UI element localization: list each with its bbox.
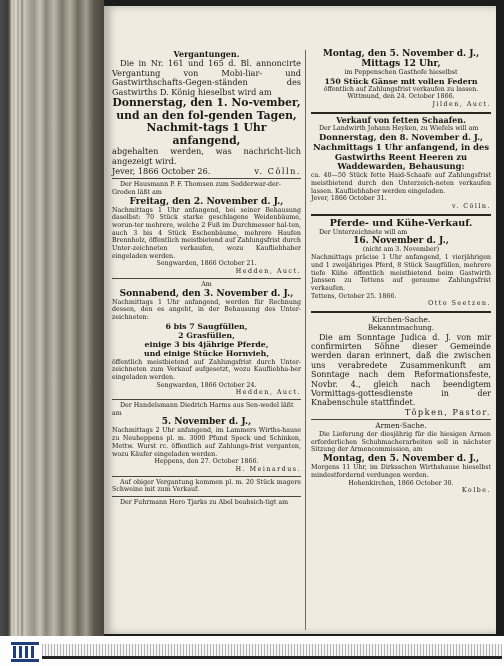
column-divider [305, 50, 306, 630]
armen-sache-place: Hohenkirchen, 1866 October 30. [348, 479, 454, 487]
notice-geese-goods: 150 Stück Gänse mit vollen Federn [324, 76, 478, 86]
separator [311, 214, 491, 216]
armen-sache-intro: Die Lieferung der diesjährig für die hiesigen Armen erforderlichen Schuhmacherarbeiten soll in nächster Sitzung der Armencommission, am [311, 431, 491, 454]
notice-koenig-place: Jever, 1866 October 26. [112, 165, 211, 176]
notice-pigs-text: Auf obiger Vergantung kommen pl. m. 20 Stück magere Schweine mit zum Verkauf. [112, 478, 301, 494]
notice-horses-body: Nachmittags präcise 1 Uhr anfangend, 1 vierjährigen und 1 zweijähriges Pferd, 8 Stück Saugfüllen, mehrere tiefe Kühe öffentlich meistbietend beim Gastwirth Janssen zu Tettens auf geraume Zahlungsfrist verkaufen. [311, 254, 491, 292]
separator [311, 112, 491, 114]
notice-horses-sub: (nicht am 3. November) [362, 246, 440, 254]
armen-sache-body: Morgens 11 Uhr, im Dirksschen Wirthshause hieselbst mindestfordernd verdungen werden. [311, 464, 491, 479]
armen-sache-signature: Kolbe. [461, 487, 491, 495]
separator [311, 311, 491, 313]
notice-harms-signature: H. Meinardus. [235, 465, 301, 473]
notice-horses-date: 16. November d. J., [353, 236, 449, 247]
scan-bar [42, 656, 502, 659]
vergantungen-heading: Vergantungen. [173, 49, 240, 59]
book-binding-edge [0, 0, 104, 636]
bekanntmachung-body: Die am Sonntage Judica d. J. von mir confirmirten Söhne dieser Gemeinde werden daran erinnert, daß die zwischen uns verabredete Zusammenkunft am Sonntage nach dem Reformationsfeste, Novbr. 4., gleich nach beendigtem Vormittags-gottesdienste in der Knabenschule stattfindet. [311, 332, 491, 408]
notice-sheep-place: Jever, 1866 October 31. [311, 195, 387, 203]
notice-hedden-place: Sengwarden, 1866 October 24. [156, 381, 257, 389]
notice-horses-intro: Der Unterzeichnete will am [319, 228, 408, 236]
notice-thomsen-body: Nachmittags 1 Uhr anfangend, bei seiner Behausung daselbst: 70 Stück starke geschlagene Weidenbäume, worun-ter mehrere, welche 2 Fuß im Durchmesser hal-ten, auch 3 bis 4 Stück Eschenbäume, mehrere Haufen Brennholz, öffentlich meistbietend auf Zahlungsfrist durch Unter-zeichneten verkaufen, wozu Kaufliebhaber eingeladen werden. [112, 206, 301, 260]
digitization-footer [0, 636, 504, 666]
separator [112, 178, 301, 179]
bekanntmachung-signature: Töpken, Pastor. [404, 406, 491, 417]
notice-geese-location: im Peppenschen Gasthofe hieselbst [344, 69, 458, 76]
kirchen-sache-heading: Kirchen-Sache. [371, 315, 431, 325]
auction-item: einige 3 bis 4jährige Pferde, [144, 340, 269, 350]
notice-thomsen-date: Freitag, den 2. November d. J., [129, 196, 284, 207]
right-column [311, 49, 491, 495]
separator [112, 278, 301, 279]
notice-geese-date: Montag, den 5. November d. J., Mittags 12 Uhr, [322, 49, 480, 69]
auction-item: 2 Grasfüllen, [178, 330, 235, 340]
notice-koenig-tail: abgehalten werden, was nachricht-lich angezeigt wird. [112, 146, 301, 166]
notice-sheep-signature: v. Cölln. [451, 203, 491, 211]
left-column [112, 49, 301, 507]
notice-thomsen-intro: Der Hausmann P. F. Thomsen zum Sedderwar-der-Groden läßt am [112, 181, 281, 196]
notice-hedden-intro: Nachmittags 1 Uhr anfangend, werden für Rechnung dessen, den es angeht, in der Behausung des Unter-zeichneten: [112, 298, 301, 321]
notice-sheep-body: ca. 40—50 Stück fette Haid-Schaafe auf Zahlungsfrist meistbietend durch den Unterzeich-neten verkaufen lassen. Kaufliebhaber werden eingeladen. [311, 172, 491, 195]
separator [311, 419, 491, 420]
notice-tjarks-text: Der Fuhrmann Hero Tjarks zu Abel beabsich-tigt am [120, 499, 289, 507]
auction-item: 6 bis 7 Saugfüllen, [165, 321, 248, 331]
notice-sheep-title: Verkauf von fetten Schaafen. [336, 114, 466, 125]
auction-item: und einige Stücke Hornvieh, [143, 349, 270, 359]
notice-harms-intro: Der Handelsmann Diedrich Harms aus Sen-wedel läßt am [112, 402, 294, 417]
notice-hedden-am: Am [201, 280, 212, 288]
armen-sache-heading: Armen-Sache. [375, 421, 427, 431]
notice-harms-date: 5. November d. J., [161, 417, 252, 428]
notice-harms-place: Heppens, den 27. October 1866. [154, 458, 259, 466]
notice-geese-place: Wittmund, den 24. October 1866. [347, 93, 455, 101]
separator [112, 476, 301, 477]
notice-koenig-date: Donnerstag, den 1. No-vember, und an den fol-genden Tagen, Nachmit-tags 1 Uhr anfangend, [112, 96, 301, 147]
separator [112, 496, 301, 497]
library-building-icon [10, 639, 40, 663]
notice-geese-signature: Jilden, Auct. [432, 101, 491, 109]
notice-sheep-date: Donnerstag, den 8. November d. J., Nachmittags 1 Uhr anfangend, in des Gastwirths Reent Heeren zu Waddewarden, Behausung: [312, 132, 490, 172]
notice-sheep-intro: Der Landwirth Johann Heyken, zu Wiefels will am [319, 125, 479, 133]
armen-sache-date: Montag, den 5. November d. J., [322, 454, 480, 465]
notice-hedden-signature: Hedden, Auct. [235, 389, 301, 397]
notice-harms-body: Nachmittags 2 Uhr anfangend, im Lammers Wirths-hause zu Neuheppens pl. m. 3000 Pfund Speck und Schinken, Mettw. Wurst rc. öffentlich auf Zahlungs-frist verganten, wozu Käufer eingeladen werden. [112, 427, 301, 458]
notice-thomsen-place: Sengwarden, 1866 October 21. [156, 260, 257, 268]
notice-koenig-signature: v. Cölln. [254, 165, 301, 176]
notice-horses-place: Tettens, October 25. 1866. [311, 292, 397, 300]
bekanntmachung-heading: Bekanntmachung. [367, 323, 435, 333]
notice-hedden-date: Sonnabend, den 3. November d. J., [119, 288, 294, 299]
notice-koenig-body: Die in Nr. 161 und 165 d. Bl. annoncirte Vergantung von Mobi-liar- und Gastwirthschafts-Gegen-ständen des Gastwirths D. König hieselbst wird am [112, 58, 301, 97]
notice-horses-signature: Otto Seetzen. [428, 300, 491, 308]
notice-horses-title: Pferde- und Kühe-Verkauf. [329, 217, 473, 229]
notice-thomsen-signature: Hedden, Auct. [235, 268, 301, 276]
notice-geese-tail: öffentlich auf Zahlungsfrist verkaufen zu lassen. [323, 85, 479, 93]
separator [112, 399, 301, 400]
notice-hedden-tail: öffentlich meistbietend auf Zahlungsfrist durch Unter-zeichneten zum Verkauf aufgesetzt, wozu Kaufliebha-ber eingeladen werden. [112, 358, 301, 381]
newspaper-page [104, 6, 496, 634]
